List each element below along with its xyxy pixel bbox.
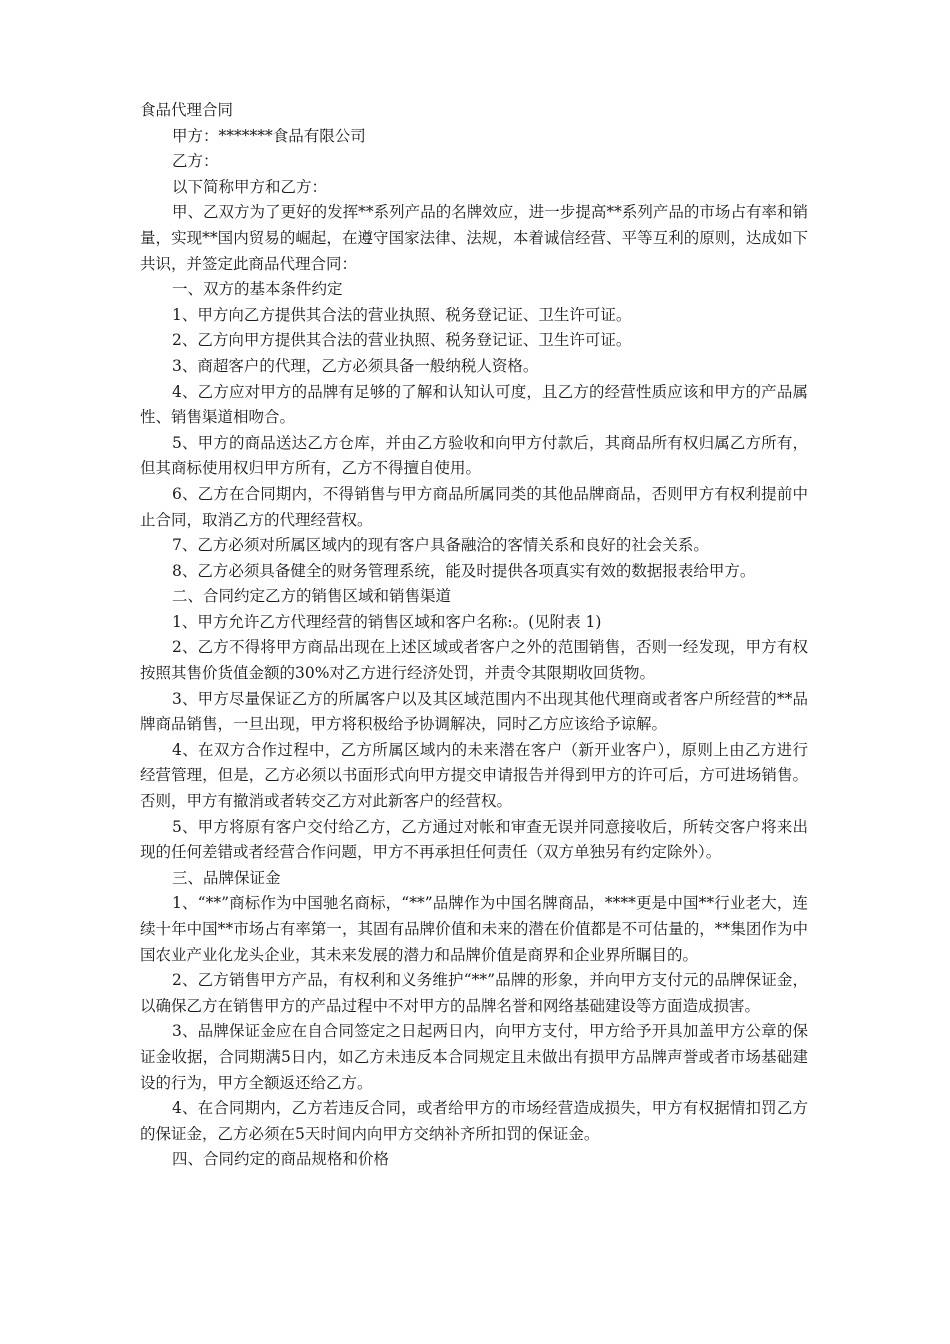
clause-2-5: 5、甲方将原有客户交付给乙方，乙方通过对帐和审查无误并同意接收后，所转交客户将来出现的任何差错或者经营合作问题，甲方不再承担任何责任（双方单独另有约定除外）。 bbox=[140, 817, 808, 862]
section-heading-2: 二、合同约定乙方的销售区域和销售渠道 bbox=[172, 587, 452, 606]
clause-2-2: 2、乙方不得将甲方商品出现在上述区域或者客户之外的范围销售，否则一经发现，甲方有权按照其售价货值金额的30%对乙方进行经济处罚，并责令其限期收回货物。 bbox=[140, 638, 808, 683]
clause-1-4: 4、乙方应对甲方的品牌有足够的了解和认知认可度，且乙方的经营性质应该和甲方的产品属性、销售渠道相吻合。 bbox=[140, 382, 808, 427]
clause-3-2: 2、乙方销售甲方产品，有权利和义务维护“**”品牌的形象，并向甲方支付元的品牌保证金，以确保乙方在销售甲方的产品过程中不对甲方的品牌名誉和网络基础建设等方面造成损害。 bbox=[140, 971, 808, 1015]
clause-1-8: 8、乙方必须具备健全的财务管理系统，能及时提供各项真实有效的数据报表给甲方。 bbox=[172, 561, 756, 580]
clause-2-1: 1、甲方允许乙方代理经营的销售区域和客户名称:。(见附表 1) bbox=[172, 612, 602, 631]
clause-2-4: 4、在双方合作过程中，乙方所属区域内的未来潜在客户（新开业客户），原则上由乙方进行经营管理，但是，乙方必须以书面形式向甲方提交申请报告并得到甲方的许可后，方可进场销售。否则，甲方有撤消或者转交乙方对此新客户的经营权。 bbox=[140, 740, 808, 811]
party-b-line: 乙方： bbox=[172, 152, 219, 171]
clause-2-3: 3、甲方尽量保证乙方的所属客户以及其区域范围内不出现其他代理商或者客户所经营的**品牌商品销售，一旦出现，甲方将积极给予协调解决，同时乙方应该给予谅解。 bbox=[140, 689, 808, 734]
document-title: 食品代理合同 bbox=[140, 101, 234, 119]
section-heading-3: 三、品牌保证金 bbox=[172, 868, 281, 887]
section-heading-4: 四、合同约定的商品规格和价格 bbox=[172, 1150, 390, 1169]
party-a-line: 甲方：*******食品有限公司 bbox=[172, 126, 366, 145]
clause-3-3: 3、品牌保证金应在自合同签定之日起两日内，向甲方支付，甲方给予开具加盖甲方公章的保证金收据，合同期满5日内，如乙方未违反本合同规定且未做出有损甲方品牌声誉或者市场基础建设的行为，甲方全额返还给乙方。 bbox=[140, 1022, 808, 1092]
clause-3-4: 4、在合同期内，乙方若违反合同，或者给甲方的市场经营造成损失，甲方有权据情扣罚乙方的保证金，乙方必须在5天时间内向甲方交纳补齐所扣罚的保证金。 bbox=[140, 1099, 808, 1143]
preamble-paragraph: 甲、乙双方为了更好的发挥**系列产品的名牌效应，进一步提高**系列产品的市场占有率和销量，实现**国内贸易的崛起，在遵守国家法律、法规，本着诚信经营、平等互利的原则，达成如下共识，并签定此商品代理合同： bbox=[140, 203, 808, 273]
clause-1-7: 7、乙方必须对所属区域内的现有客户具备融洽的客情关系和良好的社会关系。 bbox=[172, 536, 709, 555]
clause-1-5: 5、甲方的商品送达乙方仓库，并由乙方验收和向甲方付款后，其商品所有权归属乙方所有，但其商标使用权归甲方所有，乙方不得擅自使用。 bbox=[140, 433, 808, 478]
clause-1-1: 1、甲方向乙方提供其合法的营业执照、税务登记证、卫生许可证。 bbox=[172, 305, 632, 324]
clause-3-1: 1、“**”商标作为中国驰名商标，“**”品牌作为中国名牌商品，****更是中国**行业老大，连续十年中国**市场占有率第一，其固有品牌价值和未来的潜在价值都是不可估量的，**集团作为中国农业产业化龙头企业，其未来发展的潜力和品牌价值是商界和企业界所瞩目的。 bbox=[140, 894, 808, 964]
section-heading-1: 一、双方的基本条件约定 bbox=[172, 280, 343, 299]
document-body bbox=[140, 98, 808, 1173]
abbreviation-note: 以下简称甲方和乙方： bbox=[172, 177, 328, 196]
clause-1-2: 2、乙方向甲方提供其合法的营业执照、税务登记证、卫生许可证。 bbox=[172, 331, 632, 350]
clause-1-6: 6、乙方在合同期内，不得销售与甲方商品所属同类的其他品牌商品，否则甲方有权利提前中止合同，取消乙方的代理经营权。 bbox=[140, 484, 808, 529]
clause-1-3: 3、商超客户的代理，乙方必须具备一般纳税人资格。 bbox=[172, 356, 539, 375]
